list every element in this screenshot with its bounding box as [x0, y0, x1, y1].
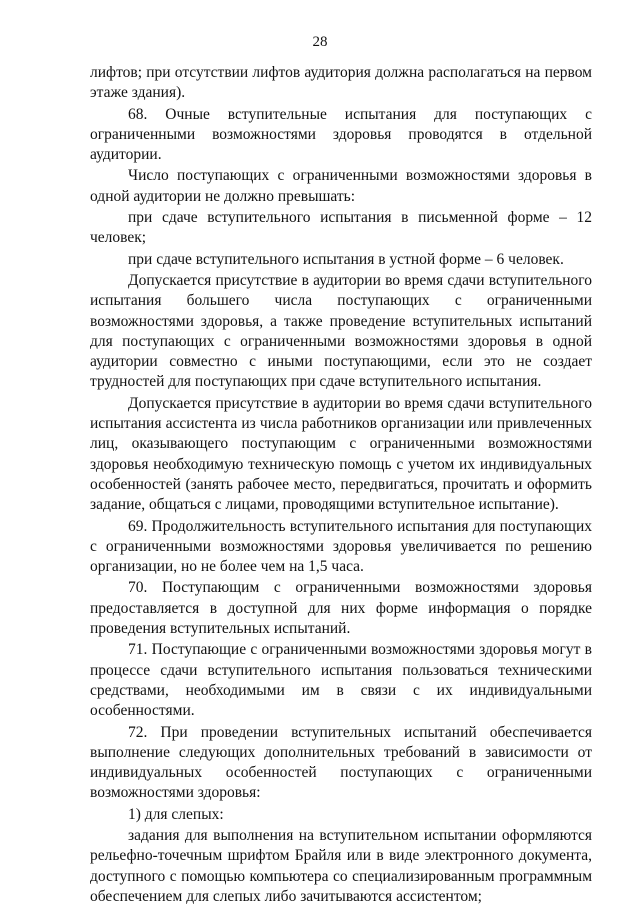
- paragraph-69: 69. Продолжительность вступительного испытания для поступающих с ограниченными возможностями здоровья увеличивается по решению организации, но не более чем на 1,5 часа.: [90, 517, 592, 576]
- paragraph-continuation: лифтов; при отсутствии лифтов аудитория должна располагаться на первом этаже здания).: [90, 64, 592, 102]
- paragraph-70: 70. Поступающим с ограниченными возможностями здоровья предоставляется в доступной для них форме информация о порядке проведения вступительных испытаний.: [90, 579, 592, 638]
- paragraph-72: 72. При проведении вступительных испытаний обеспечивается выполнение следующих дополнительных требований в зависимости от индивидуальных особенностей поступающих с ограниченными возможностями здоровья:: [90, 723, 592, 802]
- paragraph-blind-tasks: задания для выполнения на вступительном испытании оформляются рельефно-точечным шрифтом Брайля или в виде электронного документа, доступного с помощью компьютера со специализированным программным обеспечением для слепых либо зачитываются ассистентом;: [90, 826, 592, 905]
- document-body: [90, 63, 592, 907]
- paragraph-group-size: Число поступающих с ограниченными возможностями здоровья в одной аудитории не должно превышать:: [90, 167, 592, 205]
- paragraph-68: 68. Очные вступительные испытания для поступающих с ограниченными возможностями здоровья проводятся в отдельной аудитории.: [90, 105, 592, 164]
- paragraph-assistant: Допускается присутствие в аудитории во время сдачи вступительного испытания ассистента из числа работников организации или привлеченных лиц, оказывающего поступающим с ограниченными возможностями здоровья необходимую техническую помощь с учетом их индивидуальных особенностей (занять рабочее место, передвигаться, прочитать и оформить задание, общаться с лицами, проводящими вступительное испытание).: [90, 394, 592, 514]
- page-number: 28: [312, 34, 328, 50]
- paragraph-written-form: при сдаче вступительного испытания в письменной форме – 12 человек;: [90, 209, 592, 247]
- paragraph-oral-form: при сдаче вступительного испытания в устной форме – 6 человек.: [128, 250, 564, 268]
- paragraph-joint-exam: Допускается присутствие в аудитории во время сдачи вступительного испытания большего числа поступающих с ограниченными возможностями здоровья, а также проведение вступительных испытаний для поступающих с ограниченными возможностями здоровья в одной аудитории совместно с иными поступающими, если это не создает трудностей для поступающих при сдаче вступительного испытания.: [90, 271, 592, 391]
- paragraph-71: 71. Поступающие с ограниченными возможностями здоровья могут в процессе сдачи вступительного испытания пользоваться техническими средствами, необходимыми им в связи с их индивидуальными особенностями.: [90, 641, 592, 720]
- paragraph-blind-heading: 1) для слепых:: [128, 805, 224, 823]
